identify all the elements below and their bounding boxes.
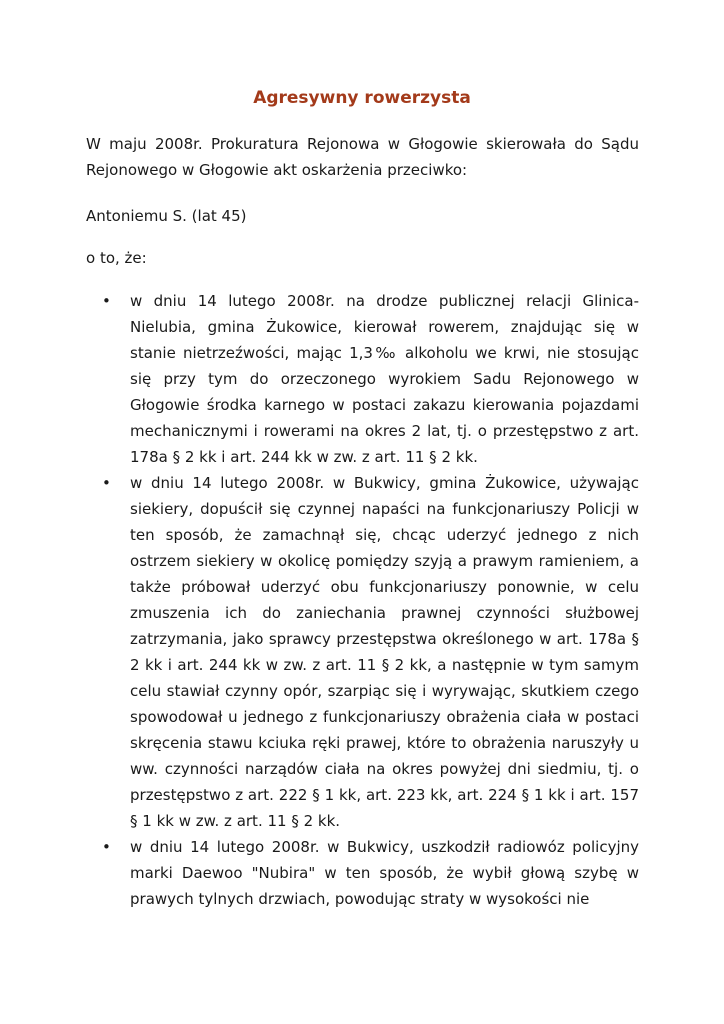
list-item (86, 288, 639, 470)
bullet-icon: • (102, 474, 111, 492)
bullet-icon: • (102, 292, 111, 310)
list-item (86, 834, 639, 912)
list-item (86, 470, 639, 834)
list-item-text: w dniu 14 lutego 2008r. w Bukwicy, uszkodził radiowóz policyjny marki Daewoo "Nubira" w ten sposób, że wybił głową szybę w prawych tylnych drzwiach, powodując straty w wysokości nie (130, 838, 639, 908)
defendant-paragraph: Antoniemu S. (lat 45) (86, 207, 247, 225)
list-item-text: w dniu 14 lutego 2008r. na drodze publicznej relacji Glinica-Nielubia, gmina Żukowice, kierował rowerem, znajdując się w stanie nietrzeźwości, mając 1,3‰ alkoholu we krwi, nie stosując się przy tym do orzeczonego wyrokiem Sadu Rejonowego w Głogowie środka karnego w postaci zakazu kierowania pojazdami mechanicznymi i rowerami na okres 2 lat, tj. o przestępstwo z art. 178a § 2 kk i art. 244 kk w zw. z art. 11 § 2 kk. (130, 292, 639, 466)
charges-list (86, 288, 639, 912)
charges-intro-paragraph: o to, że: (86, 249, 147, 267)
page-title: Agresywny rowerzysta (253, 88, 471, 108)
list-item-text: w dniu 14 lutego 2008r. w Bukwicy, gmina Żukowice, używając siekiery, dopuścił się czynnej napaści na funkcjonariuszy Policji w ten sposób, że zamachnął się, chcąc uderzyć jednego z nich ostrzem siekiery w okolicę pomiędzy szyją a prawym ramieniem, a także próbował uderzyć obu funkcjonariuszy ponownie, w celu zmuszenia ich do zaniechania prawnej czynności służbowej zatrzymania, jako sprawcy przestępstwa określonego w art. 178a § 2 kk i art. 244 kk w zw. z art. 11 § 2 kk, a następnie w tym samym celu stawiał czynny opór, szarpiąc się i wyrywając, skutkiem czego spowodował u jednego z funkcjonariuszy obrażenia ciała w postaci skręcenia stawu kciuka ręki prawej, które to obrażenia naruszyły u ww. czynności narządów ciała na okres powyżej dni siedmiu, tj. o przestępstwo z art. 222 § 1 kk, art. 223 kk, art. 224 § 1 kk i art. 157 § 1 kk w zw. z art. 11 § 2 kk. (130, 474, 639, 830)
bullet-icon: • (102, 838, 111, 856)
intro-paragraph: W maju 2008r. Prokuratura Rejonowa w Głogowie skierowała do Sądu Rejonowego w Głogowie akt oskarżenia przeciwko: (86, 135, 639, 179)
